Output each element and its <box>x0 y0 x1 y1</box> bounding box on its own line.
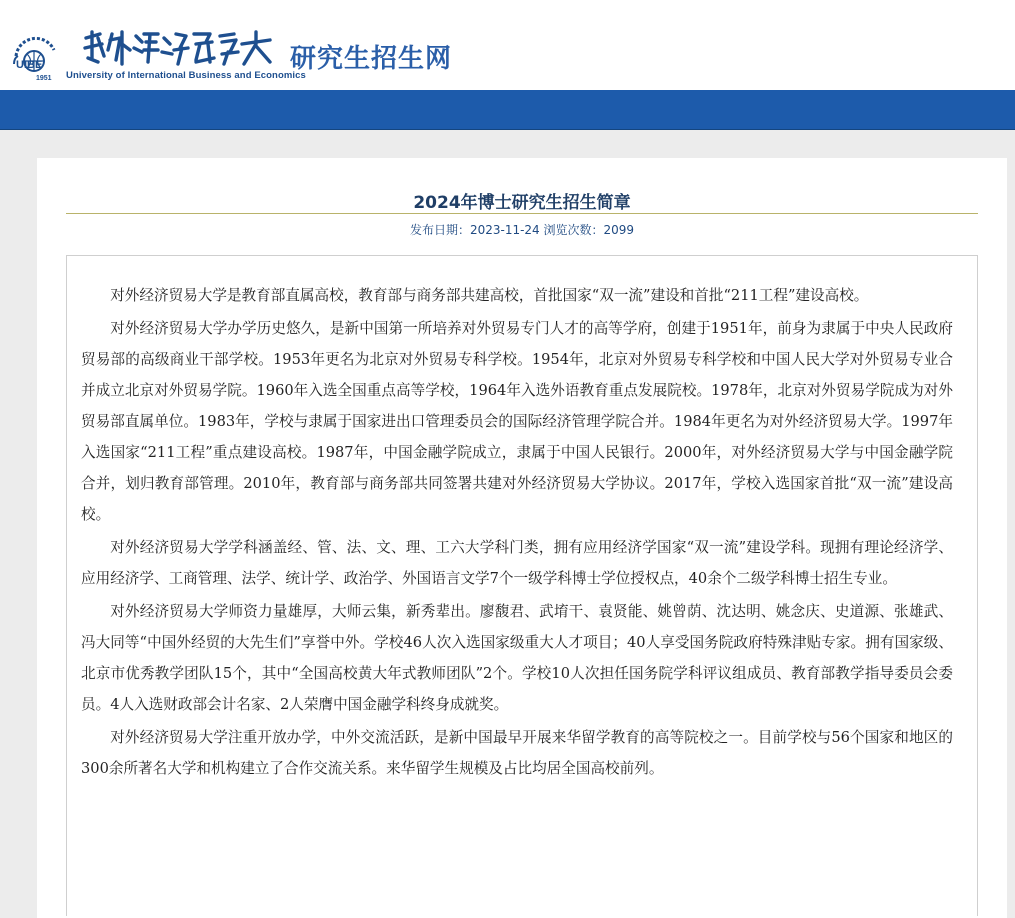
article-body <box>81 280 953 786</box>
article-title: 2024年博士研究生招生简章 <box>413 193 631 213</box>
svg-text:UIBE: UIBE <box>16 59 43 71</box>
university-emblem-icon[interactable] <box>10 34 60 82</box>
site-header <box>0 0 1015 90</box>
nav-divider <box>0 129 1015 130</box>
article-paragraph: 对外经济贸易大学学科涵盖经、管、法、文、理、工六大学科门类，拥有应用经济学国家“双一流”建设学科。现拥有理论经济学、应用经济学、工商管理、法学、统计学、政治学、外国语言文学7个一级学科博士学位授权点，40余个二级学科博士招生专业。 <box>81 539 953 587</box>
article-paragraph: 对外经济贸易大学办学历史悠久，是新中国第一所培养对外贸易专门人才的高等学府，创建于1951年，前身为隶属于中央人民政府贸易部的高级商业干部学校。1953年更名为北京对外贸易专科学校。1954年，北京对外贸易专科学校和中国人民大学对外贸易专业合并成立北京对外贸易学院。1960年入选全国重点高等学校，1964年入选外语教育重点发展院校。1978年，北京对外贸易学院成为对外贸易部直属单位。1983年，学校与隶属于国家进出口管理委员会的国际经济管理学院合并。1984年更名为对外经济贸易大学。1997年入选国家“211工程”重点建设高校。1987年，中国金融学院成立，隶属于中国人民银行。2000年，对外经济贸易大学与中国金融学院合并，划归教育部管理。2010年，教育部与商务部共同签署共建对外经济贸易大学协议。2017年，学校入选国家首批“双一流”建设高校。 <box>81 320 953 523</box>
main-nav-bar <box>0 90 1015 129</box>
university-calligraphy-logo[interactable] <box>82 28 272 68</box>
university-english-name: University of International Business and Economics <box>66 70 306 81</box>
article-paragraph: 对外经济贸易大学是教育部直属高校，教育部与商务部共建高校，首批国家“双一流”建设和首批“211工程”建设高校。 <box>110 287 869 304</box>
svg-text:1951: 1951 <box>36 75 52 82</box>
site-title[interactable]: 研究生招生网 <box>290 44 453 74</box>
article-paragraph: 对外经济贸易大学注重开放办学，中外交流活跃，是新中国最早开展来华留学教育的高等院校之一。目前学校与56个国家和地区的300余所著名大学和机构建立了合作交流关系。来华留学生规模及占比均居全国高校前列。 <box>81 729 953 777</box>
title-divider <box>66 213 978 214</box>
article-meta: 发布日期：2023-11-24 浏览次数：2099 <box>409 223 635 237</box>
article-paragraph: 对外经济贸易大学师资力量雄厚，大师云集，新秀辈出。廖馥君、武堉干、袁贤能、姚曾荫、沈达明、姚念庆、史道源、张雄武、冯大同等“中国外经贸的大先生们”享誉中外。学校46人次入选国家级重大人才项目；40人享受国务院政府特殊津贴专家。拥有国家级、北京市优秀教学团队15个，其中“全国高校黄大年式教师团队”2个。学校10人次担任国务院学科评议组成员、教育部教学指导委员会委员。4人入选财政部会计名家、2人荣膺中国金融学科终身成就奖。 <box>81 603 953 713</box>
